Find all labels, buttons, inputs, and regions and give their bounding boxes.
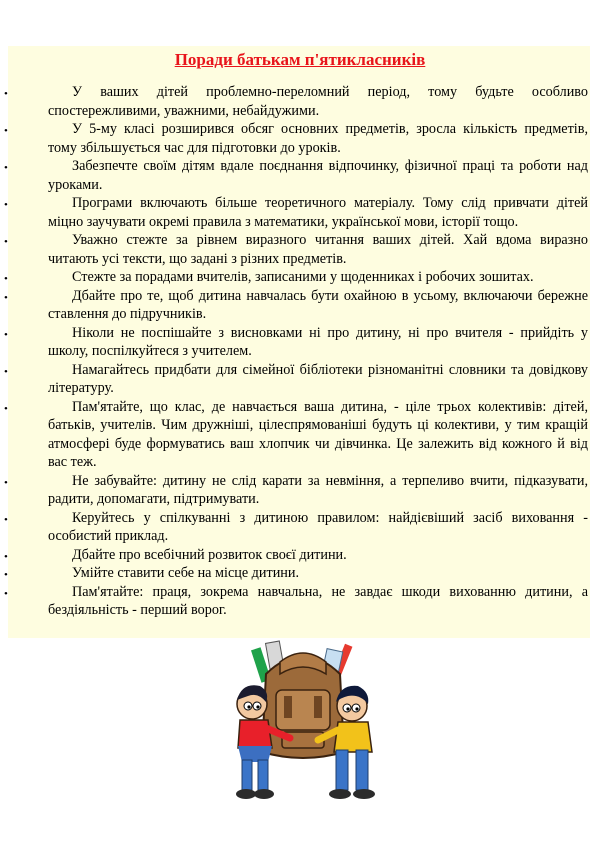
tip-text: Керуйтесь у спілкуванні з дитиною правилом: найдієвіший засіб виховання - особистий приклад. — [48, 509, 588, 544]
tip-text: Не забувайте: дитину не слід карати за невміння, а терпеливо вчити, підказувати, радити, допомагати, підтримувати. — [48, 472, 588, 507]
tip-text: Забезпечте своїм дітям вдале поєднання відпочинку, фізичної праці та роботи над уроками. — [48, 158, 588, 193]
bullet-icon: • — [4, 236, 8, 248]
tip-text: Пам'ятайте: праця, зокрема навчальна, не завдає шкоди вихованню дитини, а бездіяльність - перший ворог. — [48, 583, 588, 618]
list-item — [4, 157, 588, 194]
bullet-icon: • — [4, 328, 8, 341]
children-carrying-backpack-icon — [228, 634, 378, 804]
bullet-icon: • — [4, 569, 8, 581]
list-item — [4, 472, 588, 509]
bullet-icon: • — [4, 365, 8, 378]
list-item — [4, 194, 588, 231]
bullet-icon: • — [4, 513, 8, 526]
bullet-icon: • — [4, 162, 8, 174]
tip-text: Намагайтесь придбати для сімейної бібліотеки різноманітні словники та довідкову літературу. — [48, 361, 588, 396]
tip-text: Дбайте про те, щоб дитина навчалась бути охайною в усьому, включаючи бережне ставлення до підручників. — [48, 287, 588, 322]
tip-text: Пам'ятайте, що клас, де навчається ваша дитина, - ціле трьох колективів: дітей, батьків, учителів. Чим дружніші, цілеспрямованіші будуть ці колективи, у тим кращій атмосфері буде формуватись ваш хлопчик чи дівчинка. Це залежить від кожного й від вас теж. — [48, 398, 588, 470]
list-item — [4, 583, 588, 620]
bullet-icon: • — [4, 88, 8, 100]
list-item — [4, 231, 588, 268]
bullet-icon: • — [4, 291, 8, 304]
tip-text: Уважно стежте за рівнем виразного читання ваших дітей. Хай вдома виразно читають усі тексти, що задані з різних предметів. — [48, 232, 588, 267]
page-title: Поради батькам п'ятикласників — [174, 50, 426, 69]
tip-text: У ваших дітей проблемно-переломний період, тому будьте особливо спостережливими, уважними, небайдужими. — [48, 84, 588, 119]
list-item — [4, 268, 588, 287]
list-item — [4, 398, 588, 472]
tip-text: Програми включають більше теоретичного матеріалу. Тому слід привчати дітей міцно заучувати окремі правила з математики, української мови, історії тощо. — [48, 195, 588, 230]
list-item — [4, 361, 588, 398]
bullet-icon: • — [4, 402, 8, 415]
list-item — [4, 564, 588, 583]
bullet-icon: • — [4, 199, 8, 211]
tip-text: Ніколи не поспішайте з висновками ні про дитину, ні про вчителя - прийдіть у школу, поспілкуйтеся з учителем. — [48, 324, 588, 359]
bullet-icon: • — [4, 125, 8, 137]
bullet-icon: • — [4, 550, 8, 563]
list-item — [4, 509, 588, 546]
tip-text: У 5-му класі розширився обсяг основних предметів, зросла кількість предметів, тому збільшується час для підготовки до уроків. — [48, 121, 588, 156]
tip-text: Стежте за порадами вчителів, записаними у щоденниках і робочих зошитах. — [72, 269, 534, 285]
tip-text: Дбайте про всебічний розвиток своєї дитини. — [72, 546, 347, 563]
list-item — [4, 83, 588, 120]
bullet-icon: • — [4, 587, 8, 600]
list-item — [4, 324, 588, 361]
tips-list — [4, 83, 588, 620]
list-item — [4, 546, 588, 565]
bullet-icon: • — [4, 273, 8, 285]
list-item — [4, 120, 588, 157]
list-item — [4, 287, 588, 324]
bullet-icon: • — [4, 476, 8, 489]
tip-text: Умійте ставити себе на місце дитини. — [72, 565, 300, 581]
